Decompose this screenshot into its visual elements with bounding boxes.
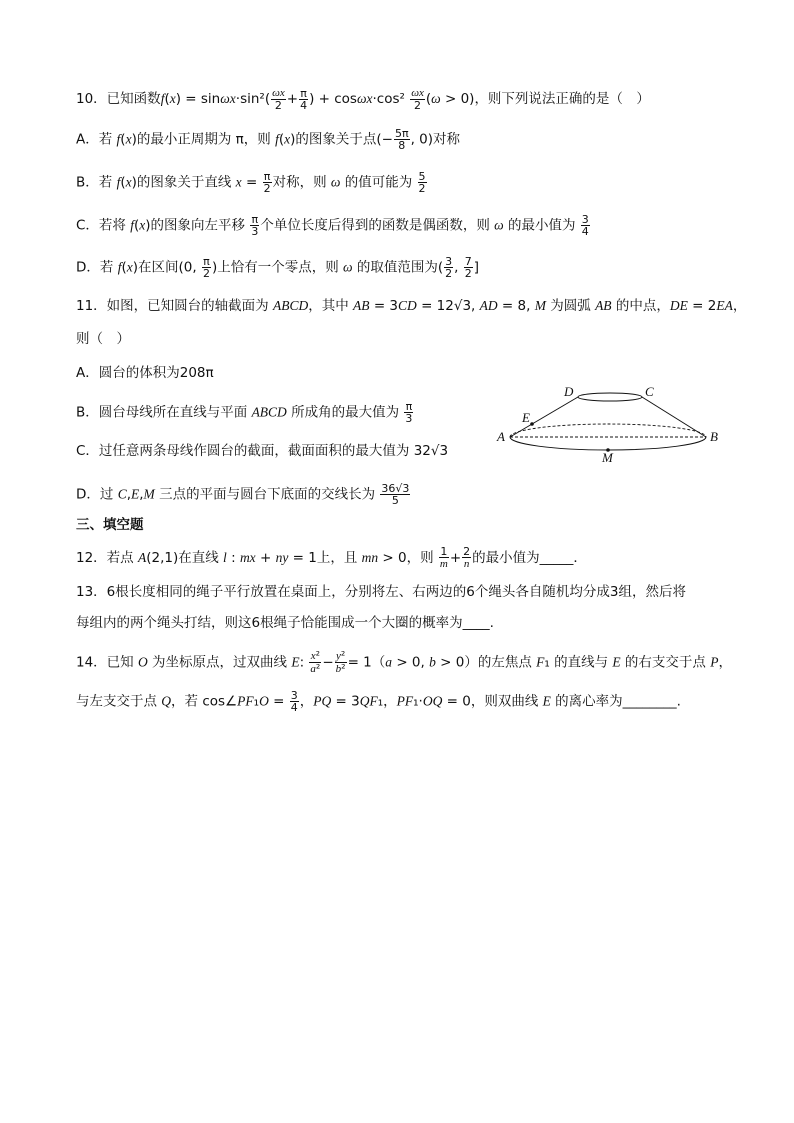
bottom-ellipse-front bbox=[510, 437, 706, 450]
label-c: C bbox=[645, 384, 654, 399]
top-ellipse bbox=[578, 393, 642, 401]
q10-option-b: B．若 f(x)的图象关于直线 x = $\frac{\pi}{2}$ 对称，则 ω 的值可能为 $\frac{5}{2}$ bbox=[76, 170, 426, 195]
q11-option-a: A．圆台的体积为208π bbox=[76, 365, 214, 381]
q12: 12．若点 A(2,1)在直线 l : mx + ny = 1上，且 mn > 0，则 $\frac{1}{m}$ + $\frac{2}{n}$ 的最小值为_____． bbox=[76, 545, 587, 570]
frustum-figure bbox=[494, 382, 724, 464]
q11-stem-line1: 11．如图，已知圆台的轴截面为 ABCD，其中 AB = 3CD = 12√3, AD = 8, M 为圆弧 AB 的中点，DE = 2EA， bbox=[76, 298, 747, 314]
q13-line2: 每组内的两个绳头打结，则这6根绳子恰能围成一个大圈的概率为____. bbox=[76, 615, 494, 631]
label-a: A bbox=[497, 429, 505, 444]
q10-stem-text: 10．已知函数f(x) = sinωx·sin²( $\frac{\omega x}{2}$ + $\frac{\pi}{4}$ ) + cosωx·cos² $\frac{\omega x}{2}$ (ω > 0)，则下列说法正确的是（ ） bbox=[76, 86, 650, 112]
q10-option-c: C．若将 f(x)的图象向左平移 $\frac{\pi}{3}$ 个单位长度后得到的函数是偶函数，则 ω 的最小值为 $\frac{3}{4}$ bbox=[76, 213, 589, 238]
q11-stem-line2: 则（ ） bbox=[76, 331, 130, 347]
bottom-ellipse-back bbox=[510, 424, 706, 437]
section-heading: 三、填空题 bbox=[76, 517, 144, 533]
q13-line1: 13．6根长度相同的绳子平行放置在桌面上，分别将左、右两边的6个绳头各自随机均分成3组，然后将 bbox=[76, 584, 686, 600]
label-m: M bbox=[602, 450, 613, 464]
q11-option-b: B．圆台母线所在直线与平面 ABCD 所成角的最大值为 $\frac{\pi}{3}$ bbox=[76, 400, 413, 425]
label-d: D bbox=[564, 384, 574, 399]
label-e: E bbox=[522, 410, 530, 425]
point-e bbox=[530, 422, 534, 426]
generatrix-ad bbox=[510, 397, 578, 437]
q10-option-d: D．若 f(x)在区间(0, $\frac{\pi}{2}$ )上恰有一个零点，则 ω 的取值范围为( $\frac{3}{2}$ , $\frac{7}{2}$ ] bbox=[76, 255, 479, 280]
q10-option-a: A．若 f(x)的最小正周期为 π，则 f(x)的图象关于点(− $\frac{5\pi}{8}$ , 0)对称 bbox=[76, 127, 461, 152]
q14-line2: 与左支交于点 Q，若 cos∠PF₁O = $\frac{3}{4}$ ，PQ = 3QF₁，PF₁·OQ = 0，则双曲线 E 的离心率为________. bbox=[76, 689, 681, 714]
generatrix-bc bbox=[642, 397, 706, 437]
q11-option-c: C．过任意两条母线作圆台的截面，截面面积的最大值为 32√3 bbox=[76, 443, 449, 459]
q10-stem bbox=[76, 87, 650, 111]
label-b: B bbox=[710, 429, 718, 444]
q14-line1: 14．已知 O 为坐标原点，过双曲线 E: $\frac{\text{x²}}{\text{a²}}$ − $\frac{\text{y²}}{\text{b²}}$ = 1（a > 0, b > 0）的左焦点 F₁ 的直线与 E 的右支交于点 P， bbox=[76, 649, 732, 675]
q11-option-d: D．过 C,E,M 三点的平面与圆台下底面的交线长为 $\frac{36√3}{5}$ bbox=[76, 482, 410, 507]
